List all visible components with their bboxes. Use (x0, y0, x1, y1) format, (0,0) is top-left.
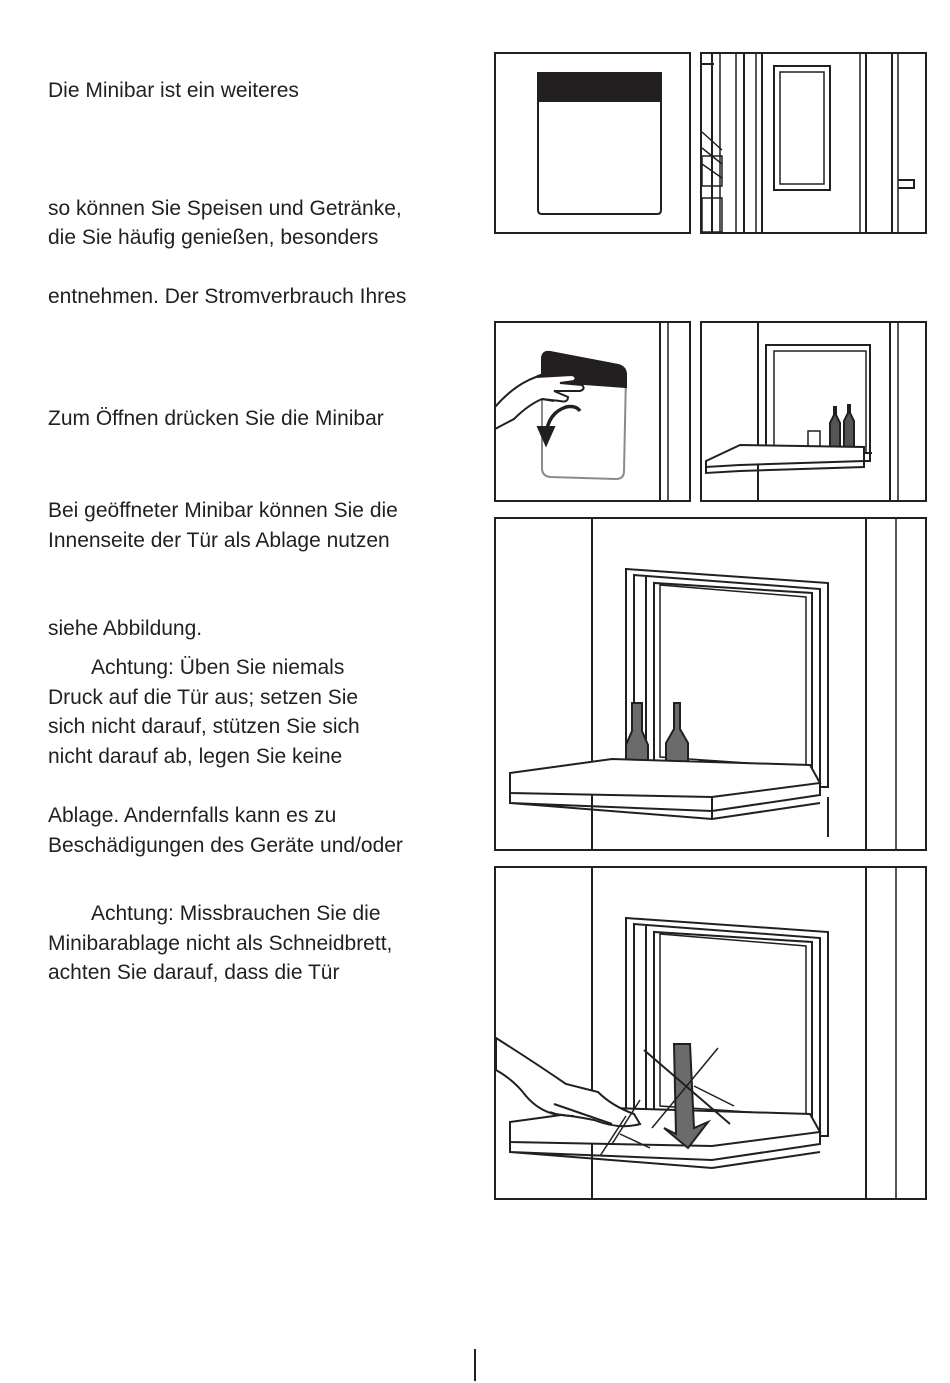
warning-2-line-3: achten Sie darauf, dass die Tür (48, 961, 340, 984)
text-line-2: so können Sie Speisen und Getränke, (48, 197, 402, 220)
warning-1-line-6: Beschädigungen des Geräte und/oder (48, 834, 403, 857)
page-center-rule (474, 1349, 476, 1381)
warning-2-line-1 (48, 899, 381, 929)
warning-1-line-2: Druck auf die Tür aus; setzen Sie (48, 686, 359, 709)
warning-2-text: Achtung: Missbrauchen Sie die (91, 902, 381, 925)
warning-1-line-5: Ablage. Andernfalls kann es zu (48, 804, 337, 827)
figure-minibar-open-large (494, 517, 927, 851)
text-line-7: Innenseite der Tür als Ablage nutzen (48, 529, 390, 552)
figure-minibar-closed (494, 52, 691, 234)
warning-2-line-2: Minibarablage nicht als Schneidbrett, (48, 932, 393, 955)
text-line-6: Bei geöffneter Minibar können Sie die (48, 499, 398, 522)
figure-minibar-open-small (700, 321, 927, 502)
text-line-8: siehe Abbildung. (48, 617, 203, 640)
figure-press-to-open (494, 321, 691, 502)
warning-1-line-3: sich nicht darauf, stützen Sie sich (48, 715, 360, 738)
figure-misuse-warning (494, 866, 927, 1200)
text-line-5: Zum Öffnen drücken Sie die Minibar (48, 407, 384, 430)
text-line-4: entnehmen. Der Stromverbrauch Ihres (48, 285, 407, 308)
warning-1-line-1 (48, 653, 344, 683)
text-line-3: die Sie häufig genießen, besonders (48, 226, 379, 249)
figure-fridge-door (700, 52, 927, 234)
warning-1-line-4: nicht darauf ab, legen Sie keine (48, 745, 343, 768)
warning-1-text: Achtung: Üben Sie niemals (91, 656, 345, 679)
text-line-1: Die Minibar ist ein weiteres (48, 79, 299, 102)
